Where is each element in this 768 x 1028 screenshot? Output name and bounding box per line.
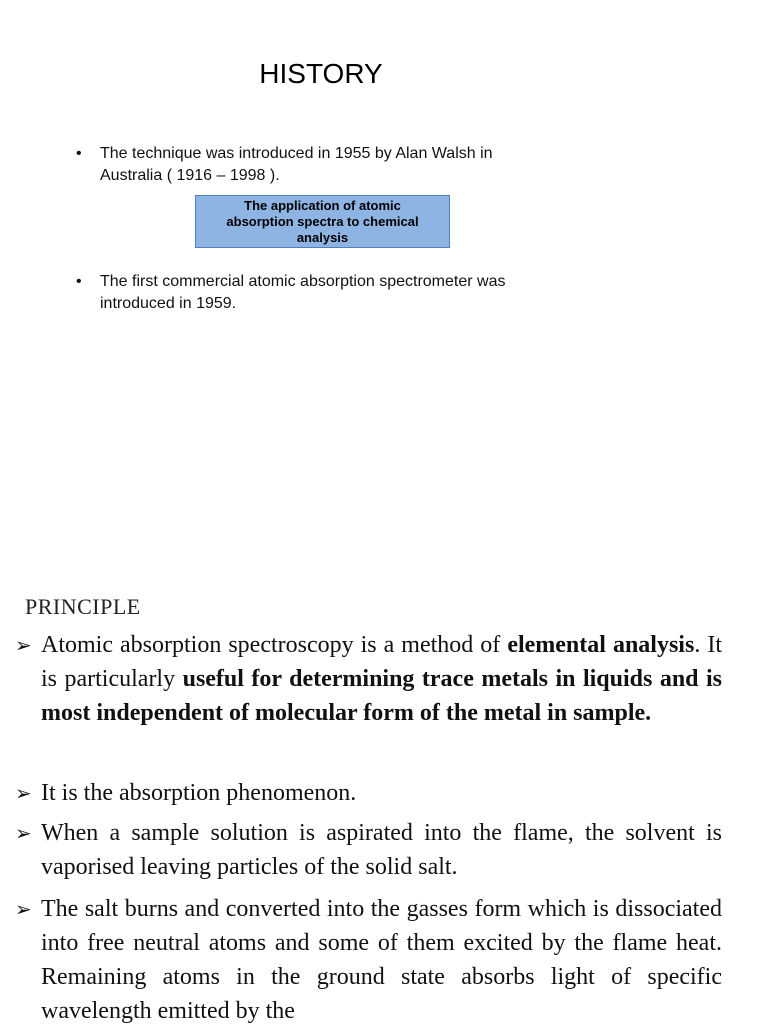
arrow-bullet-icon: ➢ xyxy=(15,633,32,657)
slide-title: HISTORY xyxy=(259,58,383,89)
history-bullet-1 xyxy=(76,143,556,187)
arrow-bullet-icon: ➢ xyxy=(15,821,32,845)
arrow-bullet-icon: ➢ xyxy=(15,781,32,805)
bullet-text: The first commercial atomic absorption spectrometer was introduced in 1959. xyxy=(100,273,506,312)
bullet-text: The technique was introduced in 1955 by Alan Walsh in Australia ( 1916 – 1998 ). xyxy=(100,145,493,184)
callout-box: The application of atomic absorption spectra to chemical analysis xyxy=(195,195,450,248)
point-text: It is the absorption phenomenon. xyxy=(41,780,357,806)
point-text-bold: elemental analysis xyxy=(507,632,695,658)
principle-point-2 xyxy=(15,776,722,810)
arrow-bullet-icon: ➢ xyxy=(15,897,32,921)
bullet-dot: • xyxy=(76,145,82,162)
point-text: When a sample solution is aspirated into the flame, the solvent is vaporised leaving particles of the solid salt. xyxy=(41,820,722,880)
point-text: Atomic absorption spectroscopy is a method of xyxy=(41,632,508,658)
section-heading: PRINCIPLE xyxy=(25,594,141,619)
bullet-dot: • xyxy=(76,273,82,290)
principle-point-1 xyxy=(15,628,723,730)
history-bullet-2 xyxy=(76,271,556,315)
point-text: The salt burns and converted into the gasses form which is dissociated into free neutral atoms and some of them excited by the flame heat. Remaining atoms in the ground state absorbs light of specific wavelength emitted by the xyxy=(41,896,722,1024)
principle-point-3 xyxy=(15,816,722,884)
point-text-bold: useful for determining trace metals in liquids and is most independent of molecular form of the metal in sample. xyxy=(41,666,723,726)
principle-point-4 xyxy=(15,892,722,1028)
point-text: . It is particularly xyxy=(41,632,722,692)
principle-slide xyxy=(0,560,768,1024)
